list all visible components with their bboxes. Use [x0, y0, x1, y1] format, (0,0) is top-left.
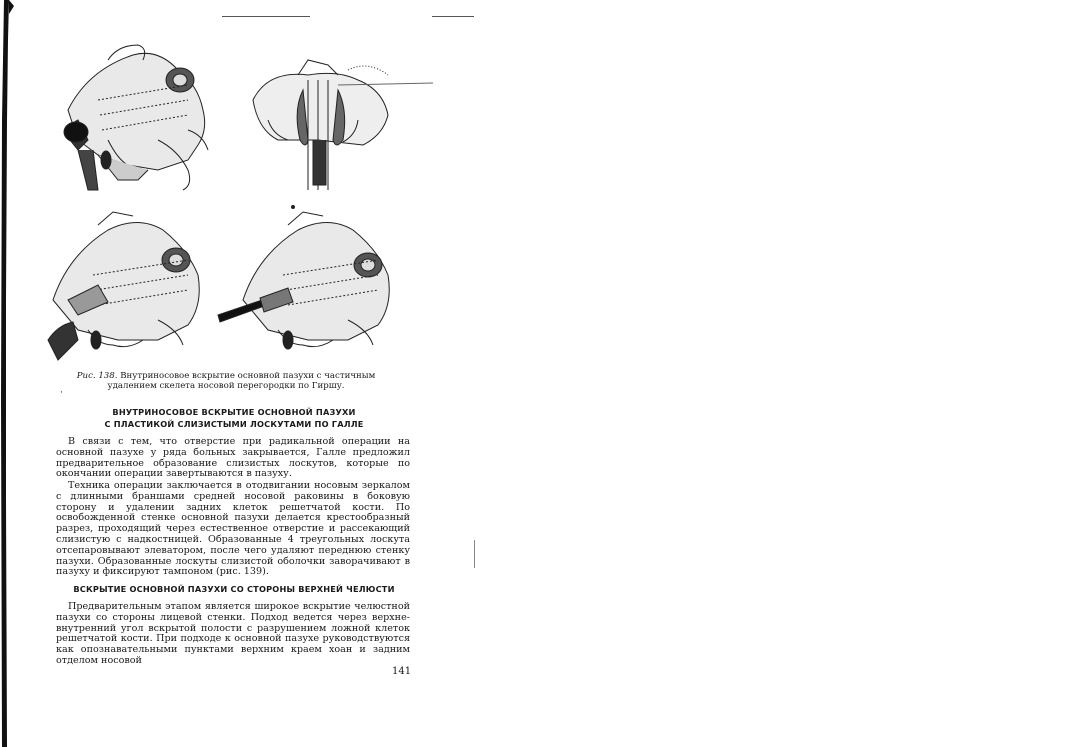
- section-2-heading-line-1: ВСКРЫТИЕ ОСНОВНОЙ ПАЗУХИ СО СТОРОНЫ ВЕРХНЕЙ ЧЕЛЮСТИ: [73, 584, 395, 594]
- stray-dot: ·: [60, 388, 63, 398]
- section-1-heading-line-2: С ПЛАСТИКОЙ СЛИЗИСТЫМИ ЛОСКУТАМИ ПО ГАЛЛЕ: [104, 419, 364, 429]
- section-2-heading: [58, 583, 410, 595]
- section-1-heading-line-1: ВНУТРИНОСОВОЕ ВСКРЫТИЕ ОСНОВНОЙ ПАЗУХИ: [112, 407, 356, 417]
- figure-caption-label: Рис. 138.: [76, 371, 118, 381]
- page-number: 141: [392, 666, 412, 677]
- section-2-paragraph-1: Предварительным этапом является широкое вскрытие челюстной пазухи со стороны лицевой стенки. Подход ведется через верхне-внутренний угол вскрытой полости с разрушением ложной клеток решетчатой кости. При подходе к основной пазухе руководствуются как опознавательными пунктами верхним краем хоан и задним отделом носовой: [56, 601, 410, 666]
- top-rule-left: [222, 16, 310, 17]
- top-rule-right: [432, 16, 474, 17]
- figure-panel-top-left: [64, 45, 208, 190]
- figure-panel-bottom-left: [48, 212, 199, 360]
- figure-panel-bottom-right: [218, 206, 389, 350]
- section-1-paragraph-1: В связи с тем, что отверстие при радикальной операции на основной пазухе у ряда больных закрывается, Галле предложил предварительное образование слизистых лоскутов, которые по окончании операции завертываются в пазуху.: [56, 436, 410, 480]
- margin-mark: [474, 540, 475, 568]
- figure-caption: [56, 371, 396, 391]
- figure-panel-top-right: [253, 60, 433, 190]
- section-1-paragraph-2: Техника операции заключается в отодвигании носовым зеркалом с длинными браншами средней носовой раковины в боковую сторону и удалении задних клеток решетчатой кости. По освобожденной стенке основной пазухи делается крестообразный разрез, проходящий через естественное отверстие и рассекающий слизистую с надкостницей. Образованные 4 треугольных лоскута отсепаровывают элеватором, после чего удаляют переднюю стенку пазухи. Образованные лоскуты слизистой оболочки заворачивают в пазуху и фиксируют тампоном (рис. 139).: [56, 480, 410, 578]
- book-spine: [0, 0, 20, 747]
- section-1-heading: [58, 406, 410, 430]
- anatomical-figure: [38, 40, 438, 370]
- figure-caption-text: Внутриносовое вскрытие основной пазухи с частичным удалением скелета носовой перегородки по Гиршу.: [107, 371, 376, 391]
